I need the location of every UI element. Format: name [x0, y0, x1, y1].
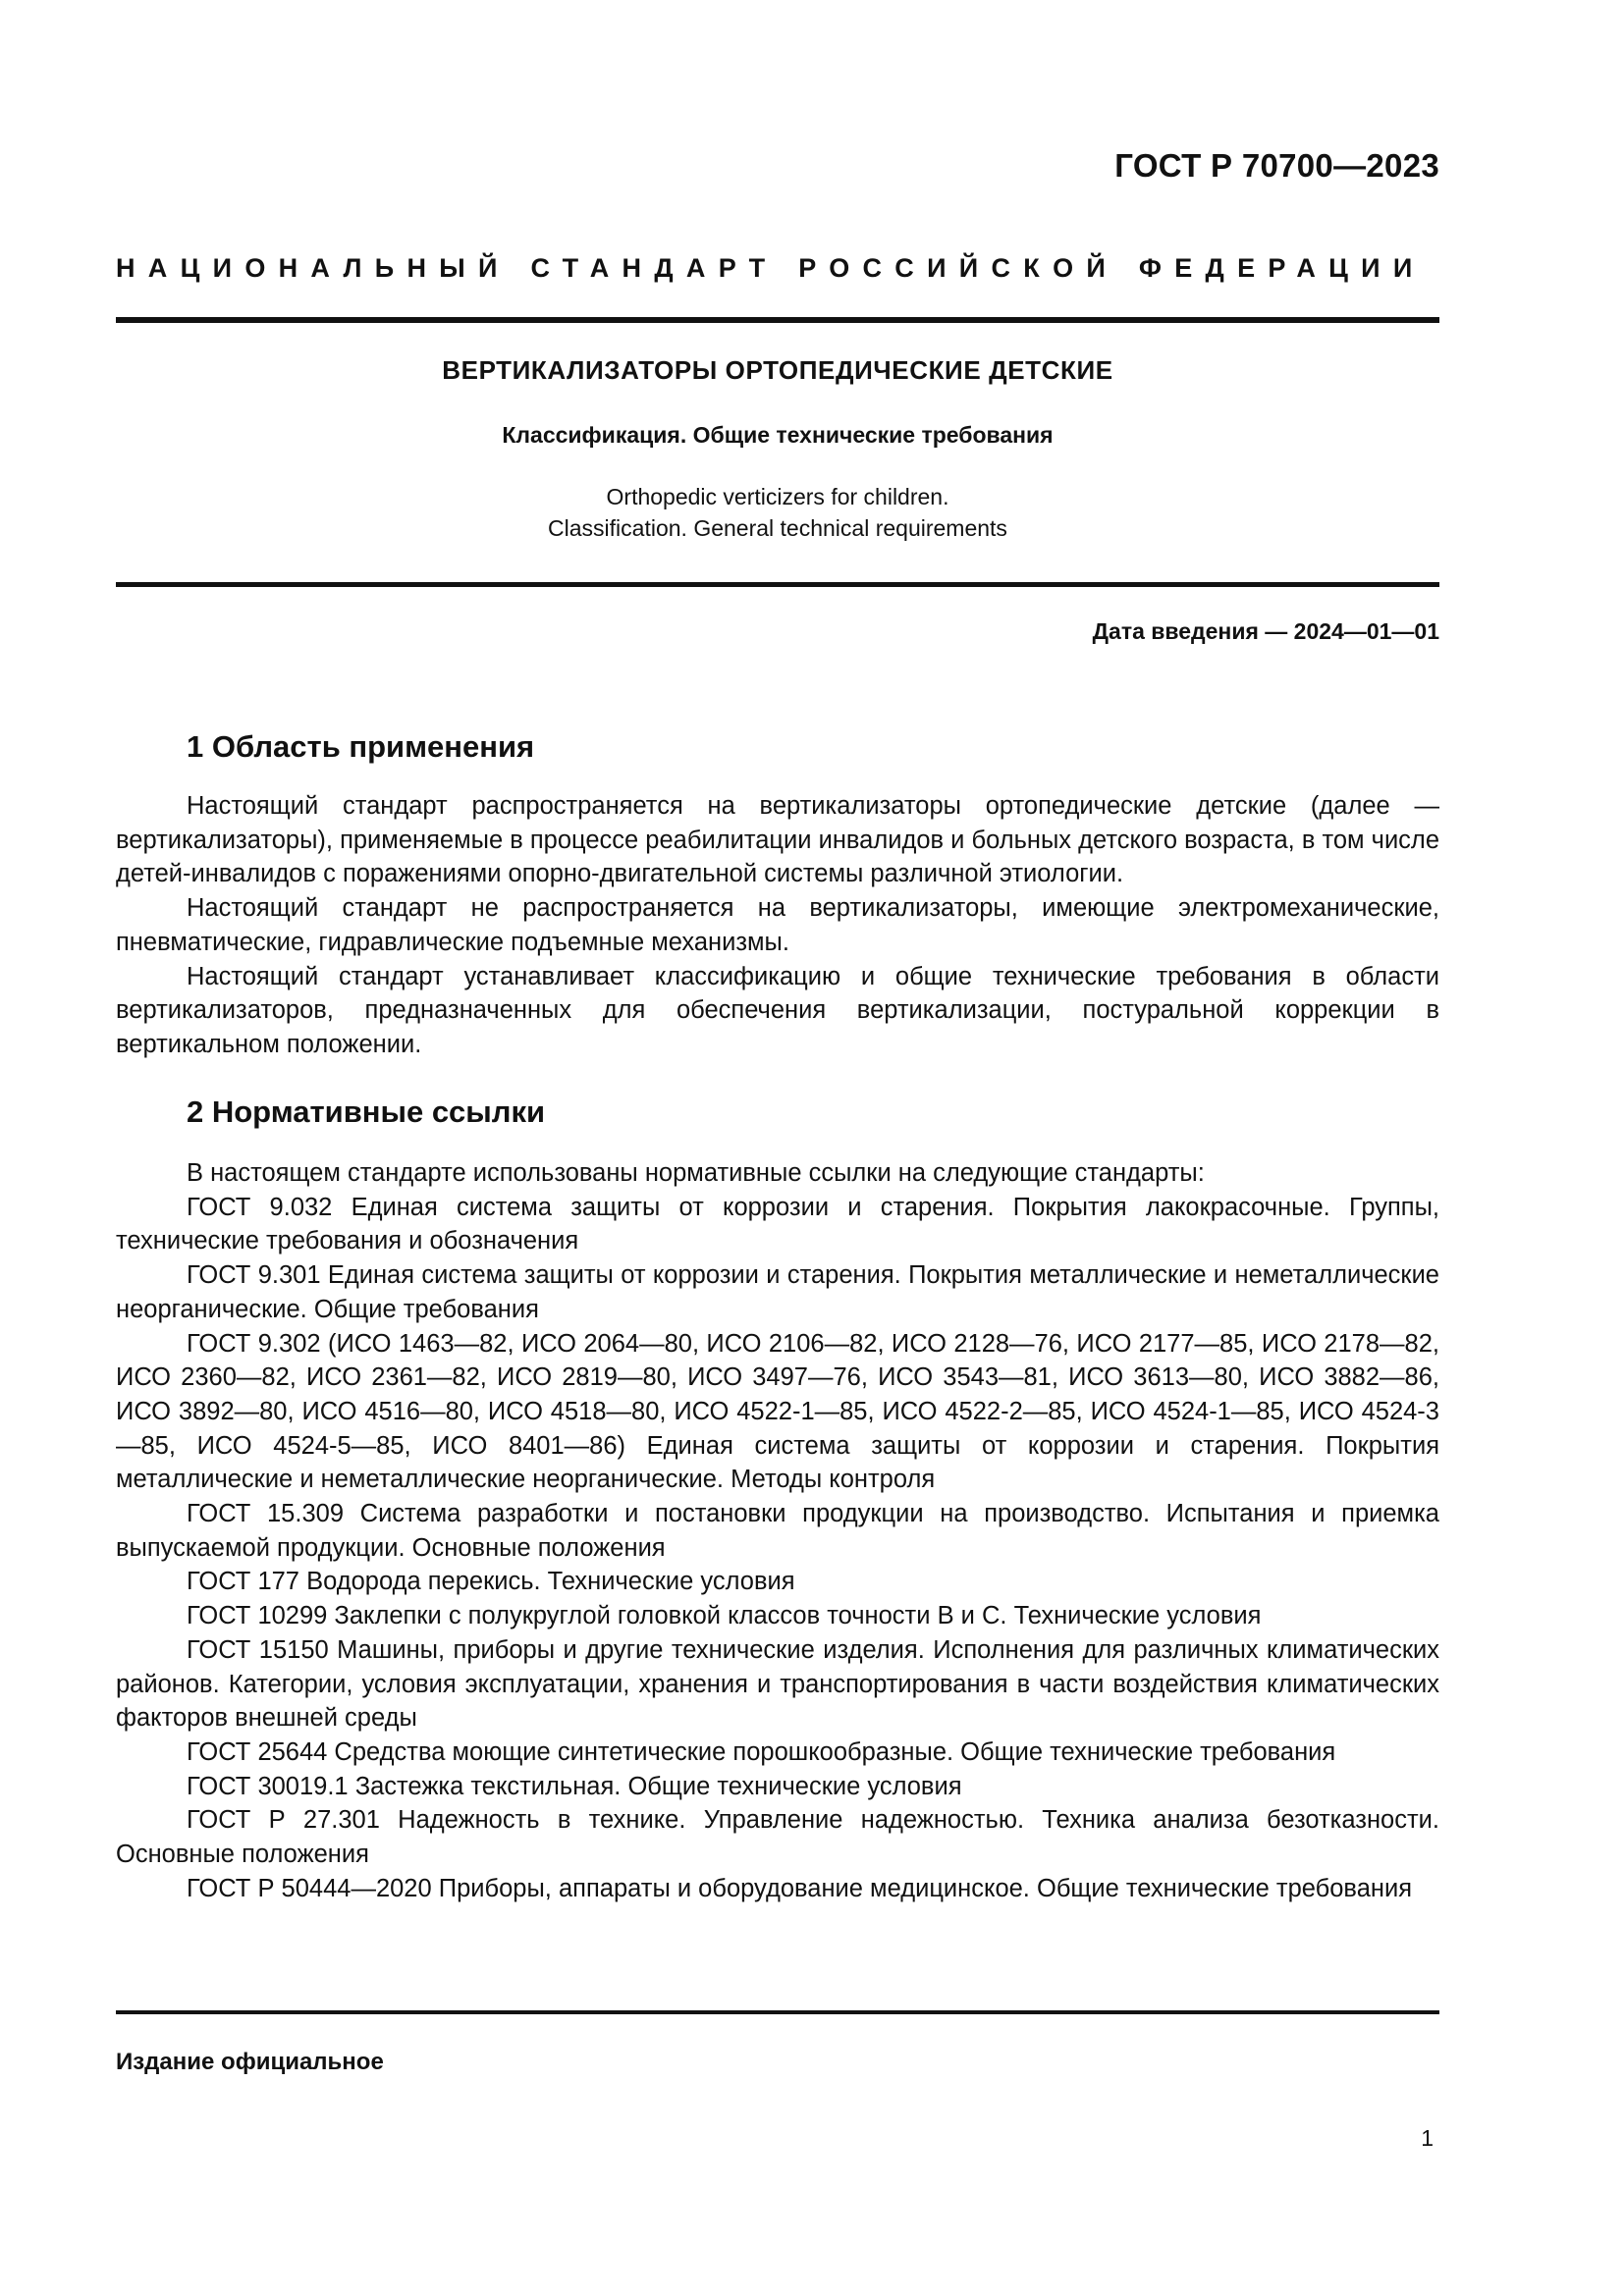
reference-item: ГОСТ 30019.1 Застежка текстильная. Общие технические условия — [187, 1772, 962, 1800]
doc-subtitle: Классификация. Общие технические требования — [502, 422, 1054, 448]
english-title — [116, 481, 1439, 544]
section-2-heading: 2 Нормативные ссылки — [187, 1095, 546, 1129]
paragraph: Настоящий стандарт не распространяется на вертикализаторы, имеющие электромеханические, пневматические, гидравлические подъемные механизмы. — [116, 894, 1439, 956]
paragraph: Настоящий стандарт устанавливает классификацию и общие технические требования в области вертикализаторов, предназначенных для обеспечения вертикализации, постуральной коррекции в вертикальном положении. — [116, 962, 1439, 1058]
document-page — [116, 0, 1439, 2296]
doc-title: ВЕРТИКАЛИЗАТОРЫ ОРТОПЕДИЧЕСКИЕ ДЕТСКИЕ — [442, 355, 1113, 385]
section-1-body — [116, 789, 1439, 1062]
reference-item: ГОСТ 9.032 Единая система защиты от коррозии и старения. Покрытия лакокрасочные. Группы, технические требования и обозначения — [116, 1193, 1439, 1255]
official-edition-label: Издание официальное — [116, 2049, 384, 2075]
reference-item: ГОСТ 177 Водорода перекись. Технические условия — [187, 1568, 795, 1596]
page-number: 1 — [1421, 2125, 1434, 2151]
reference-item: ГОСТ 9.302 (ИСО 1463—82, ИСО 2064—80, ИСО 2106—82, ИСО 2128—76, ИСО 2177—85, ИСО 2178—82, ИСО 2360—82, ИСО 2361—82, ИСО 2819—80, ИСО 3497—76, ИСО 3543—81, ИСО 3613—80, ИСО 3882—86, ИСО 3892—80, ИСО 4516—80, ИСО 4518—80, ИСО 4522-1—85, ИСО 4522-2—85, ИСО 4524-1—85, ИСО 4524-3—85, ИСО 4524-5—85, ИСО 8401—86) Единая система защиты от коррозии и старения. Покрытия металлические и неметаллические неорганические. Методы контроля — [116, 1329, 1439, 1494]
footer-rule — [116, 2010, 1439, 2014]
top-rule — [116, 317, 1439, 323]
reference-item: ГОСТ 15150 Машины, приборы и другие технические изделия. Исполнения для различных климатических районов. Категории, условия эксплуатации, хранения и транспортирования в части воздействия климатических факторов внешней среды — [116, 1635, 1439, 1733]
reference-item: ГОСТ 10299 Заклепки с полукруглой головкой классов точности В и С. Технические условия — [187, 1602, 1262, 1630]
reference-item: ГОСТ 9.301 Единая система защиты от коррозии и старения. Покрытия металлические и неметаллические неорганические. Общие требования — [116, 1261, 1439, 1323]
reference-item: ГОСТ Р 27.301 Надежность в технике. Управление надежностью. Техника анализа безотказности. Основные положения — [116, 1806, 1439, 1869]
reference-item: ГОСТ Р 50444—2020 Приборы, аппараты и оборудование медицинское. Общие технические требования — [187, 1874, 1413, 1902]
national-standard-banner: НАЦИОНАЛЬНЫЙ СТАНДАРТ РОССИЙСКОЙ ФЕДЕРАЦИИ — [116, 253, 1426, 283]
doc-number: ГОСТ Р 70700—2023 — [1114, 147, 1439, 184]
english-title-line-2: Classification. General technical requirements — [548, 515, 1007, 541]
reference-item: В настоящем стандарте использованы нормативные ссылки на следующие стандарты: — [187, 1159, 1205, 1187]
title-rule — [116, 582, 1439, 587]
english-title-line-1: Orthopedic verticizers for children. — [606, 484, 949, 509]
introduction-date: Дата введения — 2024—01—01 — [1092, 618, 1439, 644]
section-1-heading: 1 Область применения — [187, 729, 535, 764]
paragraph: Настоящий стандарт распространяется на вертикализаторы ортопедические детские (далее — вертикализаторы), применяемые в процессе реабилитации инвалидов и больных детского возраста, в том числе детей-инвалидов с поражениями опорно-двигательной системы различной этиологии. — [116, 792, 1439, 888]
reference-item: ГОСТ 25644 Средства моющие синтетические порошкообразные. Общие технические требования — [187, 1737, 1336, 1766]
reference-item: ГОСТ 15.309 Система разработки и постановки продукции на производство. Испытания и приемка выпускаемой продукции. Основные положения — [116, 1500, 1439, 1562]
section-2-body — [116, 1156, 1439, 1905]
